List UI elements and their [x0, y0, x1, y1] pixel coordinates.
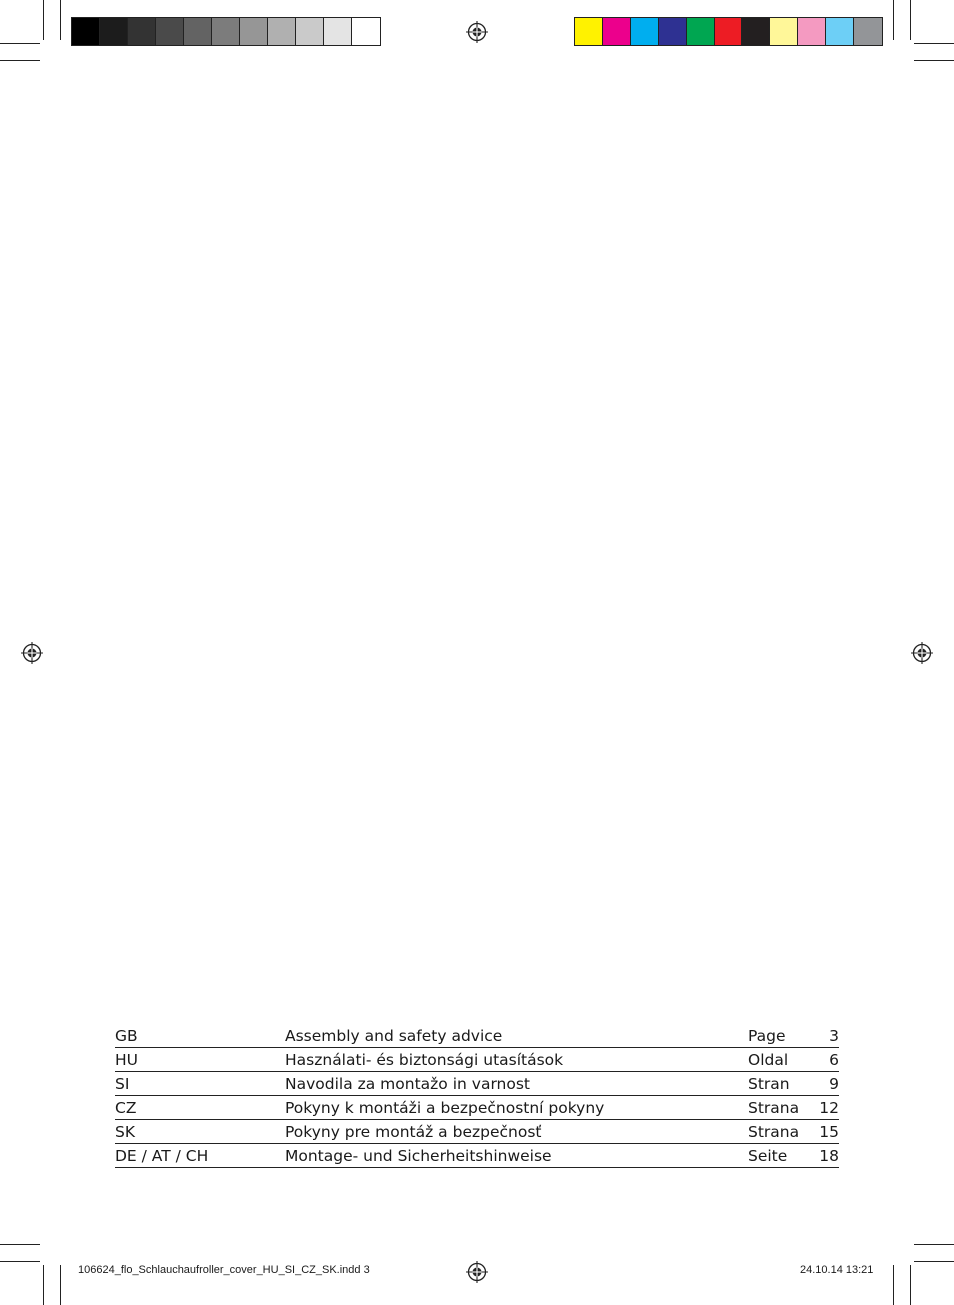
section-title: Assembly and safety advice	[285, 1024, 748, 1048]
color-swatch	[156, 18, 184, 45]
table-row	[115, 1072, 839, 1096]
color-swatch	[296, 18, 324, 45]
section-title: Montage- und Sicherheitshinweise	[285, 1144, 748, 1168]
page-word: Page	[748, 1024, 808, 1048]
page-number: 12	[808, 1096, 839, 1120]
color-swatch	[715, 18, 743, 45]
grayscale-color-bar	[71, 17, 381, 46]
table-row	[115, 1120, 839, 1144]
color-swatch	[184, 18, 212, 45]
crop-mark	[893, 0, 894, 40]
crop-mark	[914, 1261, 954, 1262]
language-code: DE / AT / CH	[115, 1144, 285, 1168]
color-swatch	[826, 18, 854, 45]
crop-mark	[914, 43, 954, 44]
crop-mark	[43, 0, 44, 40]
registration-mark-icon	[911, 642, 933, 664]
page-word: Stran	[748, 1072, 808, 1096]
crop-mark	[0, 43, 40, 44]
crop-mark	[914, 1244, 954, 1245]
registration-mark-icon	[466, 21, 488, 43]
color-swatch	[240, 18, 268, 45]
page-word: Oldal	[748, 1048, 808, 1072]
color-swatch	[687, 18, 715, 45]
color-swatch	[742, 18, 770, 45]
crop-mark	[43, 1265, 44, 1305]
language-code: CZ	[115, 1096, 285, 1120]
section-title: Használati- és biztonsági utasítások	[285, 1048, 748, 1072]
table-row	[115, 1096, 839, 1120]
page-number: 18	[808, 1144, 839, 1168]
page-word: Seite	[748, 1144, 808, 1168]
page-word: Strana	[748, 1096, 808, 1120]
slug-filename: 106624_flo_Schlauchaufroller_cover_HU_SI_CZ_SK.indd 3	[78, 1264, 370, 1276]
table-row	[115, 1024, 839, 1048]
section-title: Navodila za montažo in varnost	[285, 1072, 748, 1096]
language-code: SI	[115, 1072, 285, 1096]
color-swatch	[268, 18, 296, 45]
crop-mark	[60, 0, 61, 40]
slug-datetime: 24.10.14 13:21	[800, 1264, 874, 1276]
page-number: 15	[808, 1120, 839, 1144]
section-title: Pokyny pre montáž a bezpečnosť	[285, 1120, 748, 1144]
language-code: SK	[115, 1120, 285, 1144]
language-index-table	[115, 1024, 839, 1168]
crop-mark	[0, 60, 40, 61]
color-swatch	[212, 18, 240, 45]
language-code: GB	[115, 1024, 285, 1048]
color-swatch	[72, 18, 100, 45]
color-swatch	[770, 18, 798, 45]
crop-mark	[910, 1265, 911, 1305]
language-code: HU	[115, 1048, 285, 1072]
page-number: 9	[808, 1072, 839, 1096]
color-swatch	[352, 18, 380, 45]
crop-mark	[0, 1244, 40, 1245]
process-color-bar	[574, 17, 883, 46]
color-swatch	[798, 18, 826, 45]
color-swatch	[854, 18, 882, 45]
color-swatch	[575, 18, 603, 45]
table-row	[115, 1048, 839, 1072]
crop-mark	[60, 1265, 61, 1305]
crop-mark	[914, 60, 954, 61]
page-number: 3	[808, 1024, 839, 1048]
table-row	[115, 1144, 839, 1168]
color-swatch	[100, 18, 128, 45]
crop-mark	[0, 1261, 40, 1262]
page-word: Strana	[748, 1120, 808, 1144]
section-title: Pokyny k montáži a bezpečnostní pokyny	[285, 1096, 748, 1120]
color-swatch	[324, 18, 352, 45]
color-swatch	[128, 18, 156, 45]
registration-mark-icon	[21, 642, 43, 664]
color-swatch	[631, 18, 659, 45]
crop-mark	[910, 0, 911, 40]
color-swatch	[603, 18, 631, 45]
page-number: 6	[808, 1048, 839, 1072]
color-swatch	[659, 18, 687, 45]
crop-mark	[893, 1265, 894, 1305]
registration-mark-icon	[466, 1261, 488, 1283]
